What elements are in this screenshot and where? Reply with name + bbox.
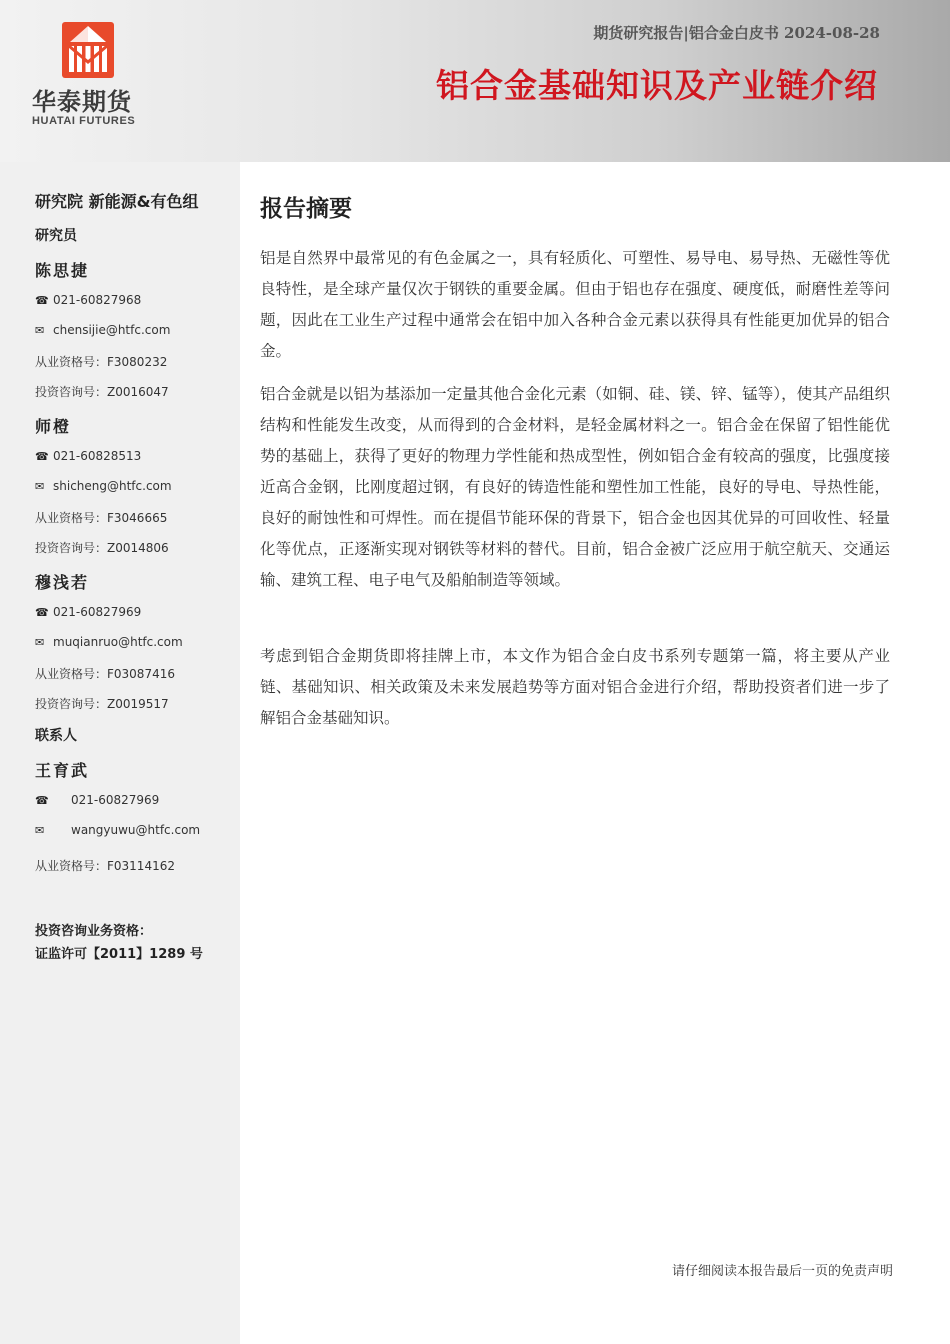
- phone-icon: ☎: [35, 605, 49, 619]
- email-address[interactable]: chensijie@htfc.com: [53, 323, 171, 337]
- phone-number: 021-60827968: [53, 293, 142, 307]
- researcher-cert: 从业资格号：F3080232: [35, 355, 168, 369]
- contact-email[interactable]: [35, 823, 200, 837]
- huatai-logo-icon: [62, 22, 114, 78]
- company-logo: [32, 20, 152, 132]
- summary-paragraph: 考虑到铝合金期货即将挂牌上市，本文作为铝合金白皮书系列专题第一篇，将主要从产业链、基础知识、相关政策及未来发展趋势等方面对铝合金进行介绍，帮助投资者们进一步了解铝合金基础知识。: [260, 647, 890, 727]
- phone-number: 021-60828513: [53, 449, 142, 463]
- qualification-value: 证监许可【2011】1289 号: [35, 947, 203, 962]
- researcher-name: 陈思捷: [35, 261, 90, 280]
- logo-chinese-name: 华泰期货: [32, 88, 132, 116]
- summary-paragraph: 铝是自然界中最常见的有色金属之一，具有轻质化、可塑性、易导电、易导热、无磁性等优良特性，是全球产量仅次于钢铁的重要金属。但由于铝也存在强度、硬度低，耐磨性差等问题，因此在工业生产过程中通常会在铝中加入各种合金元素以获得具有性能更加优异的铝合金。: [260, 249, 890, 360]
- author-sidebar: [0, 162, 240, 1344]
- research-group: 研究院 新能源&有色组: [35, 192, 199, 211]
- researcher-label: 研究员: [35, 228, 77, 244]
- phone-number: 021-60827969: [53, 605, 142, 619]
- email-icon: ✉: [35, 323, 45, 337]
- email-icon: ✉: [35, 635, 45, 649]
- researcher-consult: 投资咨询号：Z0019517: [35, 697, 169, 711]
- summary-paragraph: 铝合金就是以铝为基添加一定量其他合金化元素（如铜、硅、镁、锌、锰等），使其产品组织结构和性能发生改变，从而得到的合金材料，是轻金属材料之一。铝合金在保留了铝性能优势的基础上，获得了更好的物理力学性能和热成型性，例如铝合金有较高的强度，比强度接近高合金钢，比刚度超过钢，有良好的铸造性能和塑性加工性能，良好的导电、导热性能，良好的耐蚀性和可焊性。而在提倡节能环保的背景下，铝合金也因其优异的可回收性、轻量化等优点，正逐渐实现对钢铁等材料的替代。目前，铝合金被广泛应用于航空航天、交通运输、建筑工程、电子电气及船舶制造等领域。: [260, 385, 890, 589]
- researcher-consult: 投资咨询号：Z0014806: [35, 541, 169, 555]
- contact-label: 联系人: [35, 728, 77, 744]
- contact-name: 王育武: [35, 761, 90, 780]
- researcher-email[interactable]: [35, 323, 170, 337]
- email-address[interactable]: wangyuwu@htfc.com: [71, 823, 201, 837]
- qualification-label: 投资咨询业务资格：: [35, 924, 153, 939]
- researcher-name: 师橙: [35, 417, 72, 436]
- contact-cert: 从业资格号：F03114162: [35, 859, 175, 873]
- email-icon: ✉: [35, 479, 45, 493]
- report-title: 铝合金基础知识及产业链介绍: [436, 66, 878, 105]
- researcher-consult: 投资咨询号：Z0016047: [35, 385, 169, 399]
- researcher-cert: 从业资格号：F03087416: [35, 667, 175, 681]
- section-title: 报告摘要: [260, 196, 352, 222]
- phone-number: 021-60827969: [71, 793, 160, 807]
- report-meta: 期货研究报告|铝合金白皮书 2024-08-28: [593, 24, 880, 42]
- phone-icon: ☎: [35, 293, 49, 307]
- logo-english-name: HUATAI FUTURES: [32, 115, 136, 127]
- researcher-name: 穆浅若: [35, 573, 90, 592]
- email-address[interactable]: muqianruo@htfc.com: [53, 635, 183, 649]
- researcher-email[interactable]: [35, 635, 183, 649]
- email-icon: ✉: [35, 823, 45, 837]
- researcher-phone: [35, 605, 141, 619]
- contact-phone: [35, 793, 159, 807]
- phone-icon: ☎: [35, 793, 49, 807]
- researcher-phone: [35, 449, 141, 463]
- email-address[interactable]: shicheng@htfc.com: [53, 479, 172, 493]
- phone-icon: ☎: [35, 449, 49, 463]
- researcher-email[interactable]: [35, 479, 172, 493]
- disclaimer-note: 请仔细阅读本报告最后一页的免责声明: [671, 1264, 893, 1279]
- researcher-phone: [35, 293, 141, 307]
- report-header: [0, 0, 950, 162]
- researcher-cert: 从业资格号：F3046665: [35, 511, 168, 525]
